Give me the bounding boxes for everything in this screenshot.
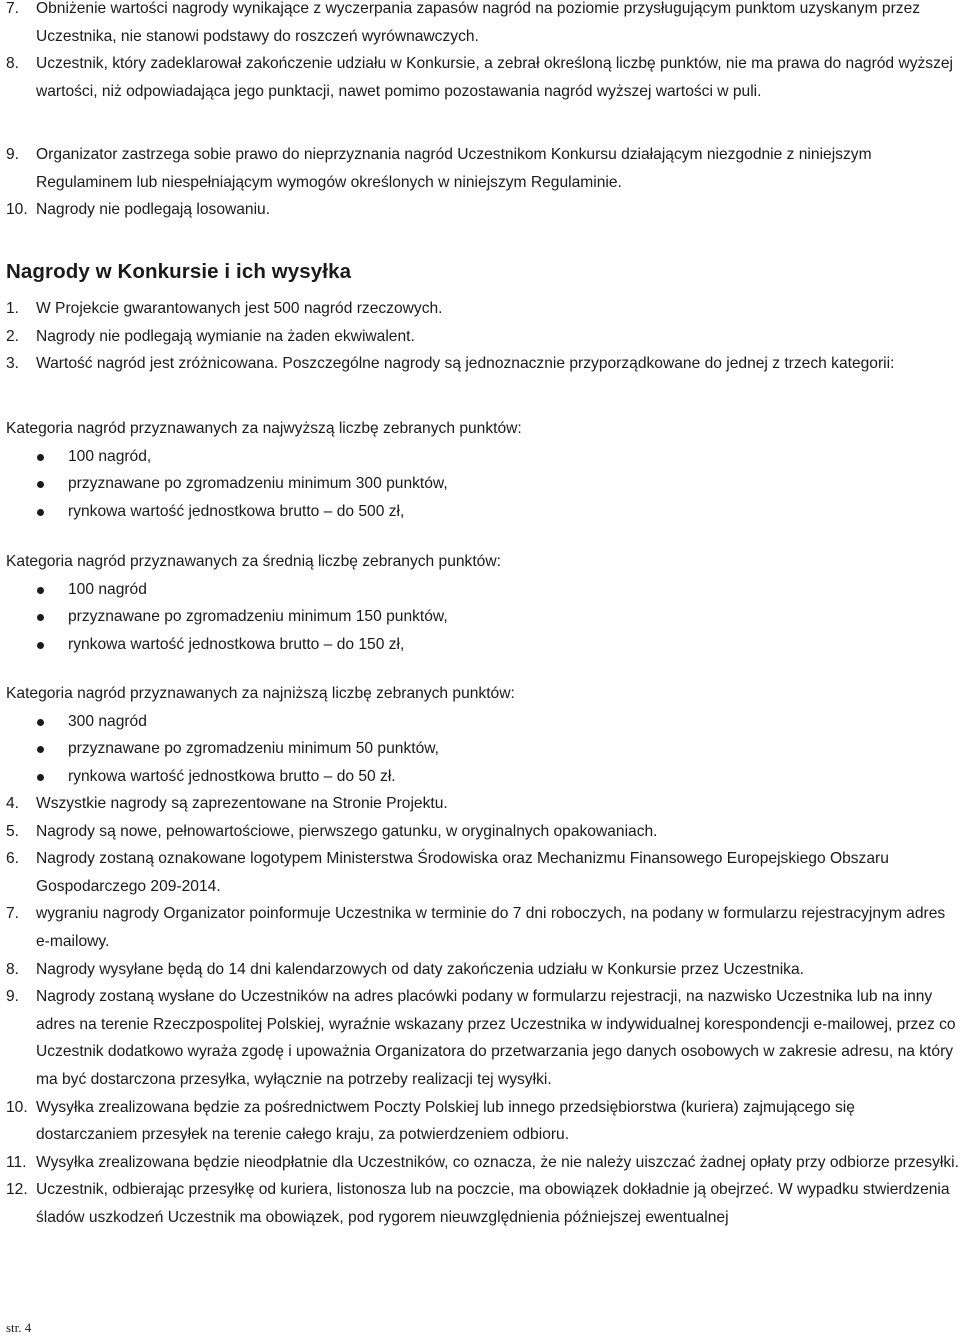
bullet-icon (37, 509, 44, 516)
bullet-icon (37, 746, 44, 753)
item-text: Nagrody nie podlegają wymianie na żaden ekwiwalent. (36, 327, 415, 345)
shipping-list (0, 790, 960, 1232)
bullet-item (0, 576, 960, 604)
list-item (0, 900, 960, 955)
category-title: Kategoria nagród przyznawanych za średnią liczbę zebranych punktów: (6, 553, 501, 570)
bullet-list (0, 576, 960, 659)
item-number: 12. (6, 1181, 28, 1199)
bullet-list (0, 708, 960, 791)
bullet-item (0, 603, 960, 631)
item-number: 7. (6, 0, 20, 17)
category-title: Kategoria nagród przyznawanych za najniższą liczbę zebranych punktów: (6, 685, 515, 702)
bullet-text: 100 nagród, (68, 447, 152, 465)
bullet-item (0, 443, 960, 471)
item-number: 9. (6, 988, 20, 1006)
bullet-icon (37, 481, 44, 488)
item-number: 7. (6, 905, 20, 923)
item-text: Wszystkie nagrody są zaprezentowane na Stronie Projektu. (36, 795, 448, 812)
bullet-icon (37, 587, 44, 594)
list-item (0, 196, 960, 224)
bullet-item (0, 470, 960, 498)
item-text: W Projekcie gwarantowanych jest 500 nagród rzeczowych. (36, 300, 443, 317)
list-item (0, 1149, 960, 1177)
category-title: Kategoria nagród przyznawanych za najwyższą liczbę zebranych punktów: (6, 420, 522, 437)
bullet-icon (37, 614, 44, 621)
section-heading: Nagrody w Konkursie i ich wysyłka (6, 260, 352, 283)
bullet-item (0, 763, 960, 791)
bullet-text: rynkowa wartość jednostkowa brutto – do 150 zł, (68, 635, 405, 653)
list-item (0, 983, 960, 1093)
bullet-icon (37, 719, 44, 726)
item-number: 2. (6, 327, 20, 345)
list-item (0, 50, 960, 105)
bullet-text: przyznawane po zgromadzeniu minimum 300 punktów, (68, 475, 448, 493)
list-item (0, 956, 960, 984)
rules-list-top-cont (0, 141, 960, 224)
item-text: Nagrody zostaną wysłane do Uczestników na adres placówki podany w formularzu rejestracji, na nazwisko Uczestnika lub na inny adres na terenie Rzeczpospolitej Polskiej, wyraźnie wskazany przez Uczestnika w indywidualnej korespondencji e-mailowej, przez co Uczestnik dodatkowo wyraża zgodę i upoważnia Organizatora do przetwarzania jego danych osobowych w zakresie adresu, na który ma być dostarczona przesyłka, wyłącznie na potrzeby realizacji tej wysyłki. (36, 988, 956, 1088)
item-text: Obniżenie wartości nagrody wynikające z wyczerpania zapasów nagród na poziomie przysługującym punktom uzyskanym przez Uczestnika, nie stanowi podstawy do roszczeń wyrównawczych. (36, 0, 921, 45)
item-text: Nagrody nie podlegają losowaniu. (36, 201, 271, 219)
list-item (0, 350, 960, 378)
bullet-icon (37, 454, 44, 461)
list-item (0, 1176, 960, 1231)
bullet-text: przyznawane po zgromadzeniu minimum 150 punktów, (68, 608, 448, 626)
item-number: 4. (6, 795, 20, 812)
item-text: Nagrody są nowe, pełnowartościowe, pierwszego gatunku, w oryginalnych opakowaniach. (36, 822, 658, 840)
item-number: 11. (6, 1153, 27, 1171)
item-number: 9. (6, 146, 20, 163)
bullet-text: przyznawane po zgromadzeniu minimum 50 punktów, (68, 740, 439, 758)
bullet-text: 300 nagród (68, 712, 147, 730)
item-text: Wartość nagród jest zróżnicowana. Poszczególne nagrody są jednoznacznie przyporządkowane do jednej z trzech kategorii: (36, 355, 895, 373)
item-text: wygraniu nagrody Organizator poinformuje Uczestnika w terminie do 7 dni roboczych, na podany w formularzu rejestracyjnym adres e-mailowy. (36, 905, 946, 950)
bullet-item (0, 708, 960, 736)
bullet-item (0, 631, 960, 659)
item-text: Uczestnik, który zadeklarował zakończenie udziału w Konkursie, a zebrał określoną liczbę punktów, nie ma prawa do nagród wyższej wartości, niż odpowiadająca jego punktacji, nawet pomimo pozostawania nagród wyższej wartości w puli. (36, 55, 954, 100)
rules-list-top (0, 0, 960, 105)
item-number: 8. (6, 55, 20, 73)
item-text: Wysyłka zrealizowana będzie za pośrednictwem Poczty Polskiej lub innego przedsiębiorstwa (kuriera) zajmującego się dostarczaniem przesyłek na terenie całego kraju, za potwierdzeniem odbioru. (36, 1098, 855, 1144)
bullet-icon (37, 774, 44, 781)
list-item (0, 295, 960, 323)
list-item (0, 790, 960, 818)
item-text: Uczestnik, odbierając przesyłkę od kuriera, listonosza lub na poczcie, ma obowiązek dokładnie ją obejrzeć. W wypadku stwierdzenia śladów uszkodzeń Uczestnik ma obowiązek, pod rygorem nieuwzględnienia późniejszej ewentualnej (36, 1181, 950, 1226)
item-number: 5. (6, 822, 20, 840)
item-text: Nagrody wysyłane będą do 14 dni kalendarzowych od daty zakończenia udziału w Konkursie przez Uczestnika. (36, 960, 804, 978)
list-item (0, 845, 960, 900)
list-item (0, 1094, 960, 1149)
list-item (0, 0, 960, 50)
category-low (0, 680, 960, 790)
bullet-text: rynkowa wartość jednostkowa brutto – do 50 zł. (68, 767, 396, 785)
category-medium (0, 548, 960, 658)
item-text: Nagrody zostaną oznakowane logotypem Ministerstwa Środowiska oraz Mechanizmu Finansowego Europejskiego Obszaru Gospodarczego 209-2014. (36, 850, 889, 895)
bullet-text: 100 nagród (68, 580, 147, 598)
item-number: 3. (6, 355, 20, 373)
bullet-item (0, 498, 960, 526)
item-number: 1. (6, 300, 20, 317)
page-number: str. 4 (6, 1320, 32, 1335)
prizes-list (0, 295, 960, 378)
item-text: Organizator zastrzega sobie prawo do nieprzyznania nagród Uczestnikom Konkursu działającym niezgodnie z niniejszym Regulaminem lub niespełniającym wymogów określonych w niniejszym Regulaminie. (36, 146, 872, 191)
list-item (0, 818, 960, 846)
bullet-text: rynkowa wartość jednostkowa brutto – do 500 zł, (68, 502, 405, 520)
item-number: 10. (6, 1098, 28, 1116)
list-item (0, 141, 960, 196)
bullet-icon (37, 642, 44, 649)
item-number: 8. (6, 960, 20, 978)
item-text: Wysyłka zrealizowana będzie nieodpłatnie dla Uczestników, co oznacza, że nie należy uiszczać żadnej opłaty przy odbiorze przesyłki. (36, 1153, 959, 1171)
category-high (0, 415, 960, 525)
section-heading-block (0, 257, 960, 287)
bullet-list (0, 443, 960, 526)
bullet-item (0, 735, 960, 763)
item-number: 6. (6, 850, 20, 868)
item-number: 10. (6, 201, 28, 219)
list-item (0, 323, 960, 351)
